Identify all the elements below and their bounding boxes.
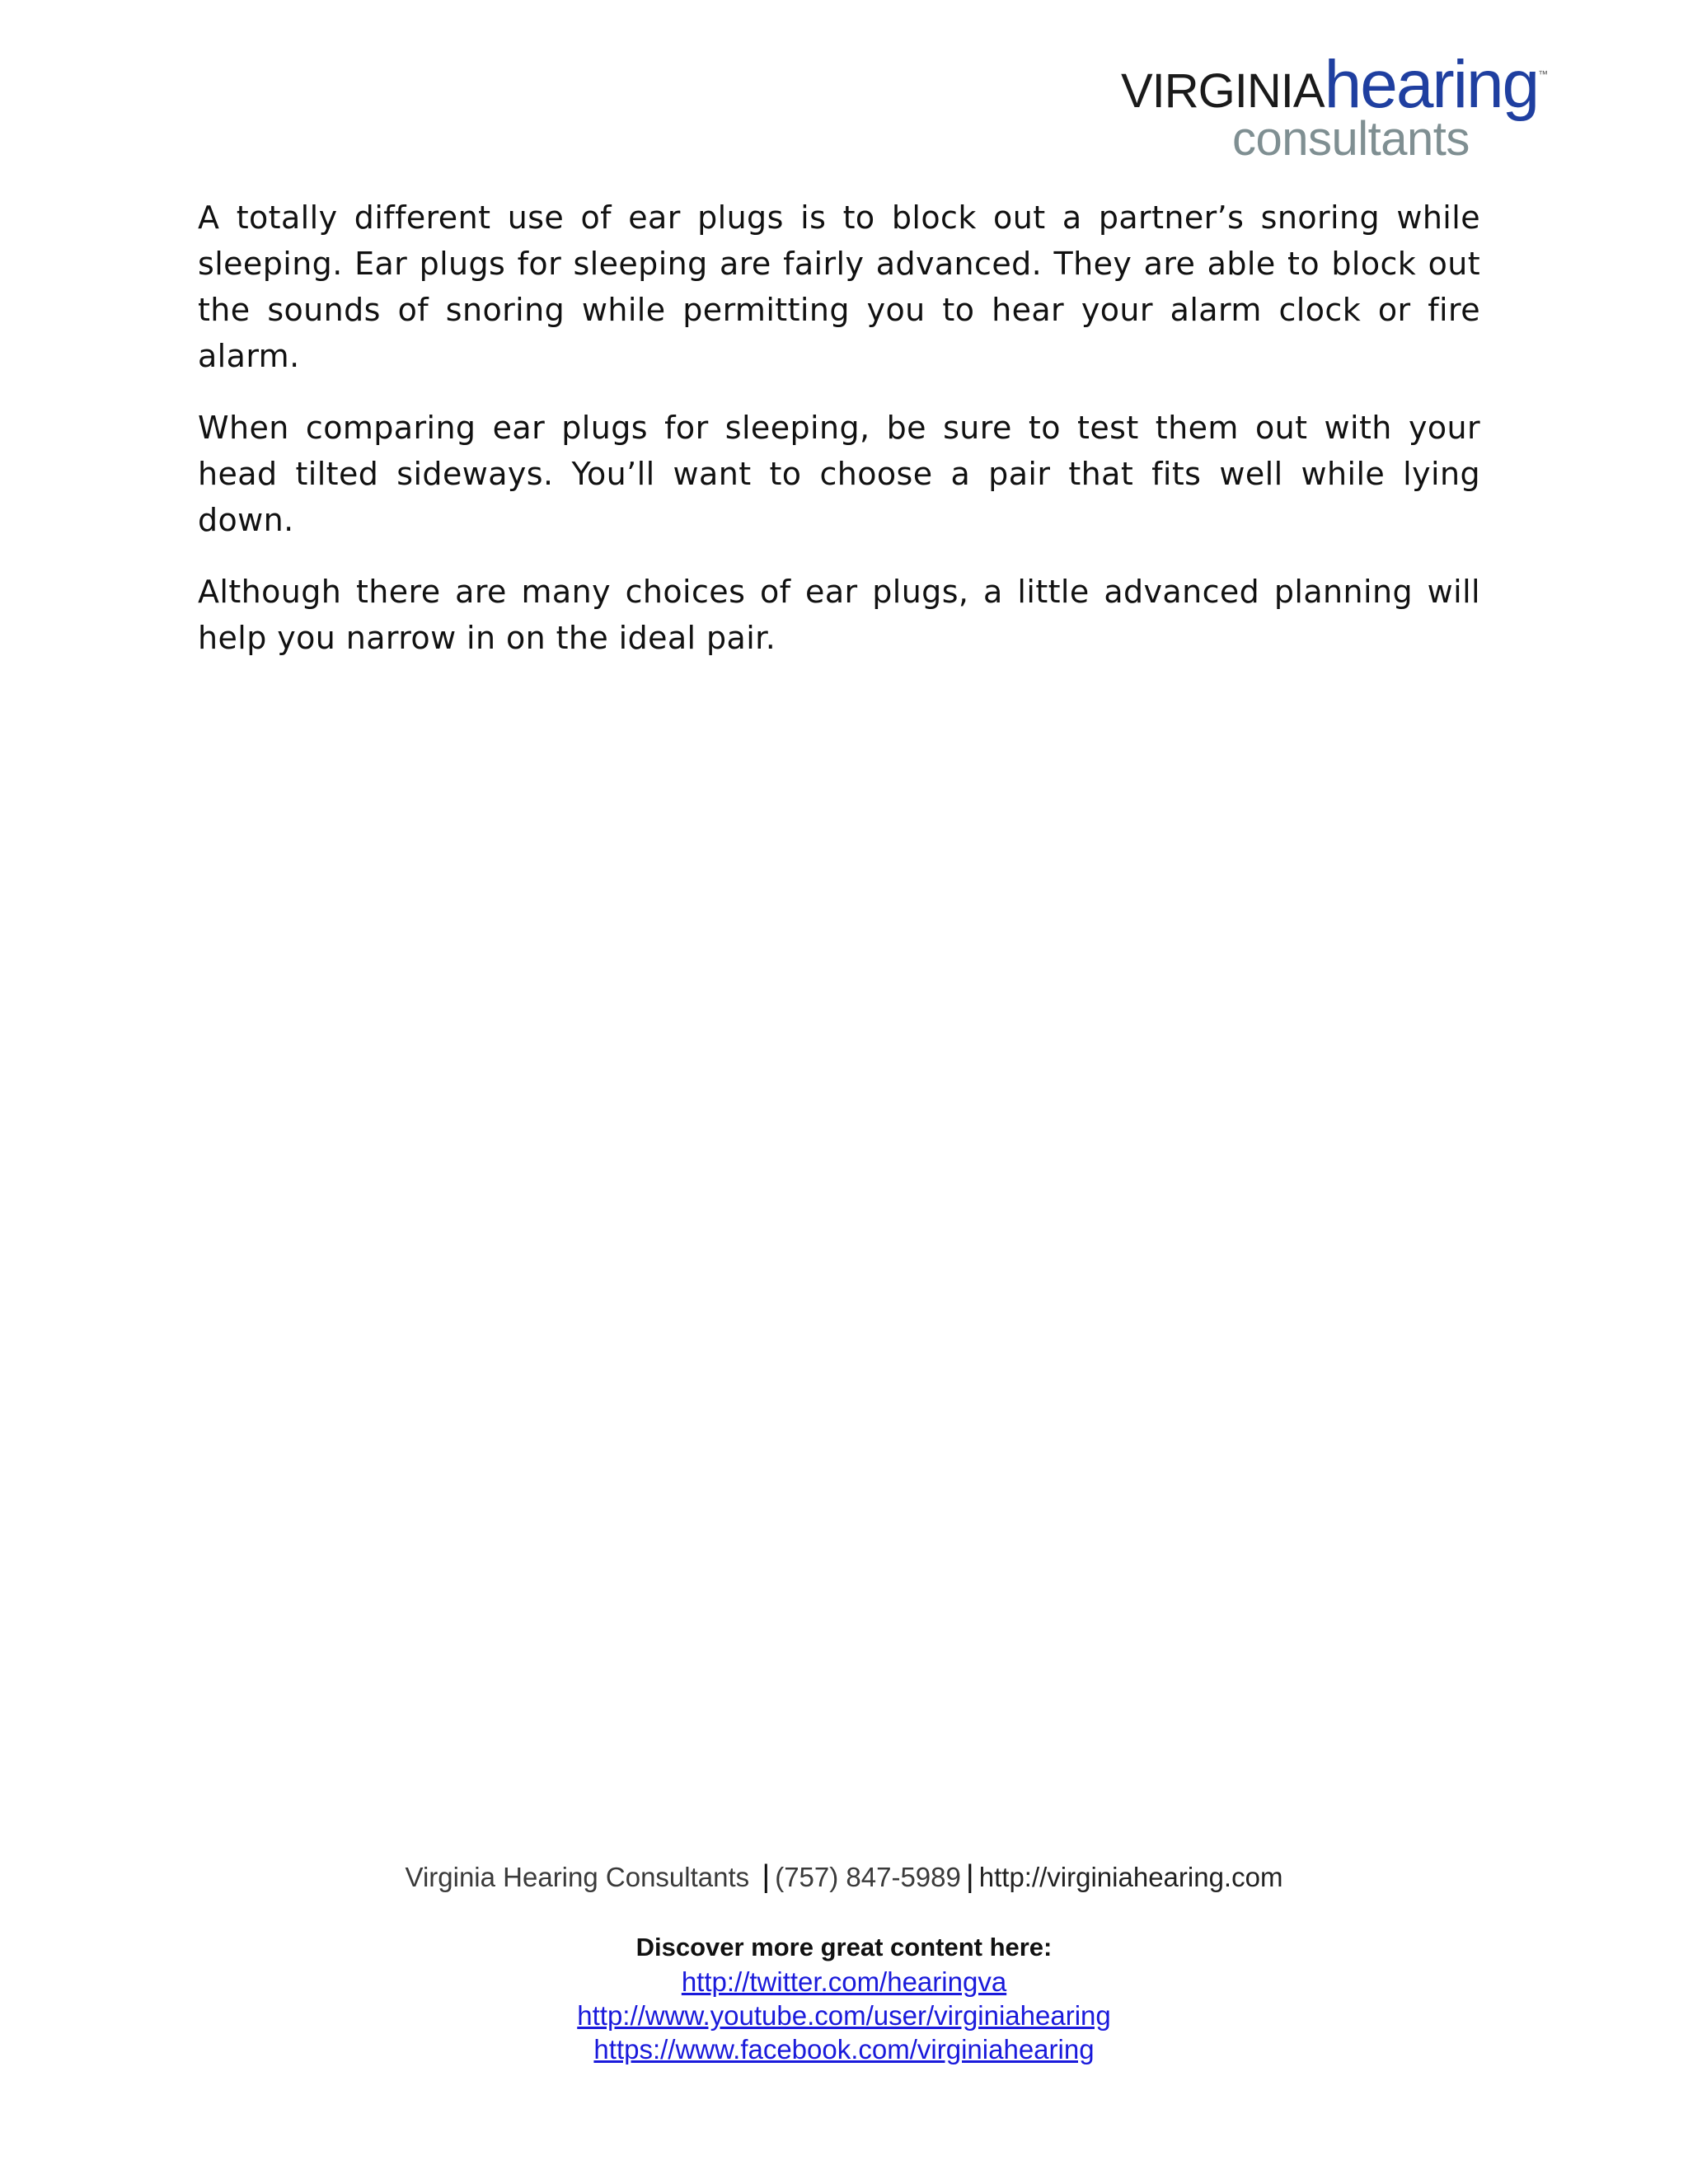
paragraph-snoring: A totally different use of ear plugs is to block out a partner’s snoring while sleeping. Ear plugs for sleeping are fairly advanced. They are able to block out the sounds of snoring while permitting you to hear your alarm clock or fire alarm. (198, 199, 1480, 374)
logo-virginia-text: VIRGINIA (1121, 64, 1325, 118)
social-links (0, 1965, 1688, 2066)
paragraph-comparing: When comparing ear plugs for sleeping, be sure to test them out with your head tilted sideways. You’ll want to choose a pair that fits well while lying down. (198, 410, 1480, 538)
article-body (198, 194, 1480, 687)
discover-heading: Discover more great content here: (635, 1933, 1053, 1961)
facebook-link[interactable]: https://www.facebook.com/virginiahearing (593, 2034, 1095, 2064)
page-footer (0, 1858, 1688, 2066)
separator: | (762, 1859, 771, 1894)
company-name: Virginia Hearing Consultants (405, 1862, 750, 1892)
logo-consultants-text: consultants (1232, 112, 1470, 166)
separator: | (965, 1859, 974, 1894)
paragraph-conclusion: Although there are many choices of ear plugs, a little advanced planning will help you narrow in on the ideal pair. (198, 574, 1480, 656)
youtube-link[interactable]: http://www.youtube.com/user/virginiahearing (577, 2000, 1111, 2031)
twitter-link[interactable]: http://twitter.com/hearingva (681, 1966, 1007, 1997)
company-logo (1121, 47, 1582, 166)
logo-wordmark (1121, 47, 1549, 122)
logo-hearing-text: hearing (1324, 47, 1539, 122)
phone-number: (757) 847-5989 (775, 1862, 961, 1892)
website-url[interactable]: http://virginiahearing.com (978, 1862, 1283, 1892)
contact-line (0, 1858, 1688, 1896)
logo-trademark: ™ (1538, 68, 1549, 80)
